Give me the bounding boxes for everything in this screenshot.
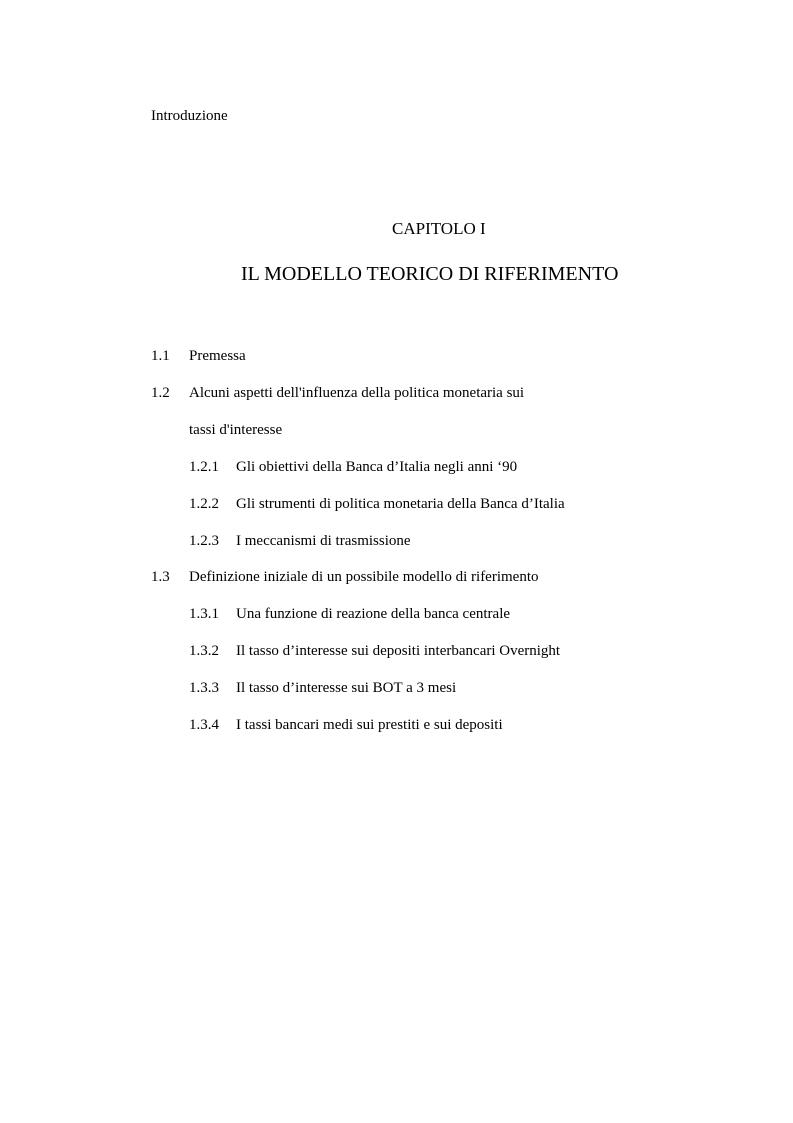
toc-title: I meccanismi di trasmissione bbox=[236, 533, 411, 549]
chapter-label: CAPITOLO I bbox=[392, 219, 486, 238]
toc-number: 1.2 bbox=[151, 385, 170, 401]
toc-number: 1.3 bbox=[151, 569, 170, 585]
chapter-title: IL MODELLO TEORICO DI RIFERIMENTO bbox=[241, 263, 619, 285]
toc-title: Il tasso d’interesse sui depositi interbancari Overnight bbox=[236, 643, 561, 659]
toc-title: I tassi bancari medi sui prestiti e sui depositi bbox=[236, 717, 503, 733]
toc-number: 1.2.3 bbox=[189, 533, 219, 549]
toc-number: 1.3.4 bbox=[189, 717, 219, 733]
toc-number: 1.3.3 bbox=[189, 680, 219, 696]
toc-number: 1.3.2 bbox=[189, 643, 219, 659]
toc-title: Gli strumenti di politica monetaria della Banca d’Italia bbox=[236, 496, 565, 512]
toc-title: Alcuni aspetti dell'influenza della politica monetaria sui bbox=[189, 385, 525, 401]
toc-title: Premessa bbox=[189, 348, 246, 364]
toc-title-continuation: tassi d'interesse bbox=[189, 422, 283, 438]
toc-number: 1.2.1 bbox=[189, 459, 219, 475]
toc-title: Il tasso d’interesse sui BOT a 3 mesi bbox=[236, 680, 457, 696]
intro-heading: Introduzione bbox=[151, 108, 228, 124]
toc-number: 1.3.1 bbox=[189, 606, 219, 622]
toc-number: 1.2.2 bbox=[189, 496, 219, 512]
toc-number: 1.1 bbox=[151, 348, 170, 364]
toc-title: Definizione iniziale di un possibile modello di riferimento bbox=[189, 569, 539, 585]
toc-title: Gli obiettivi della Banca d’Italia negli anni ‘90 bbox=[236, 459, 518, 475]
toc-title: Una funzione di reazione della banca centrale bbox=[236, 606, 511, 622]
